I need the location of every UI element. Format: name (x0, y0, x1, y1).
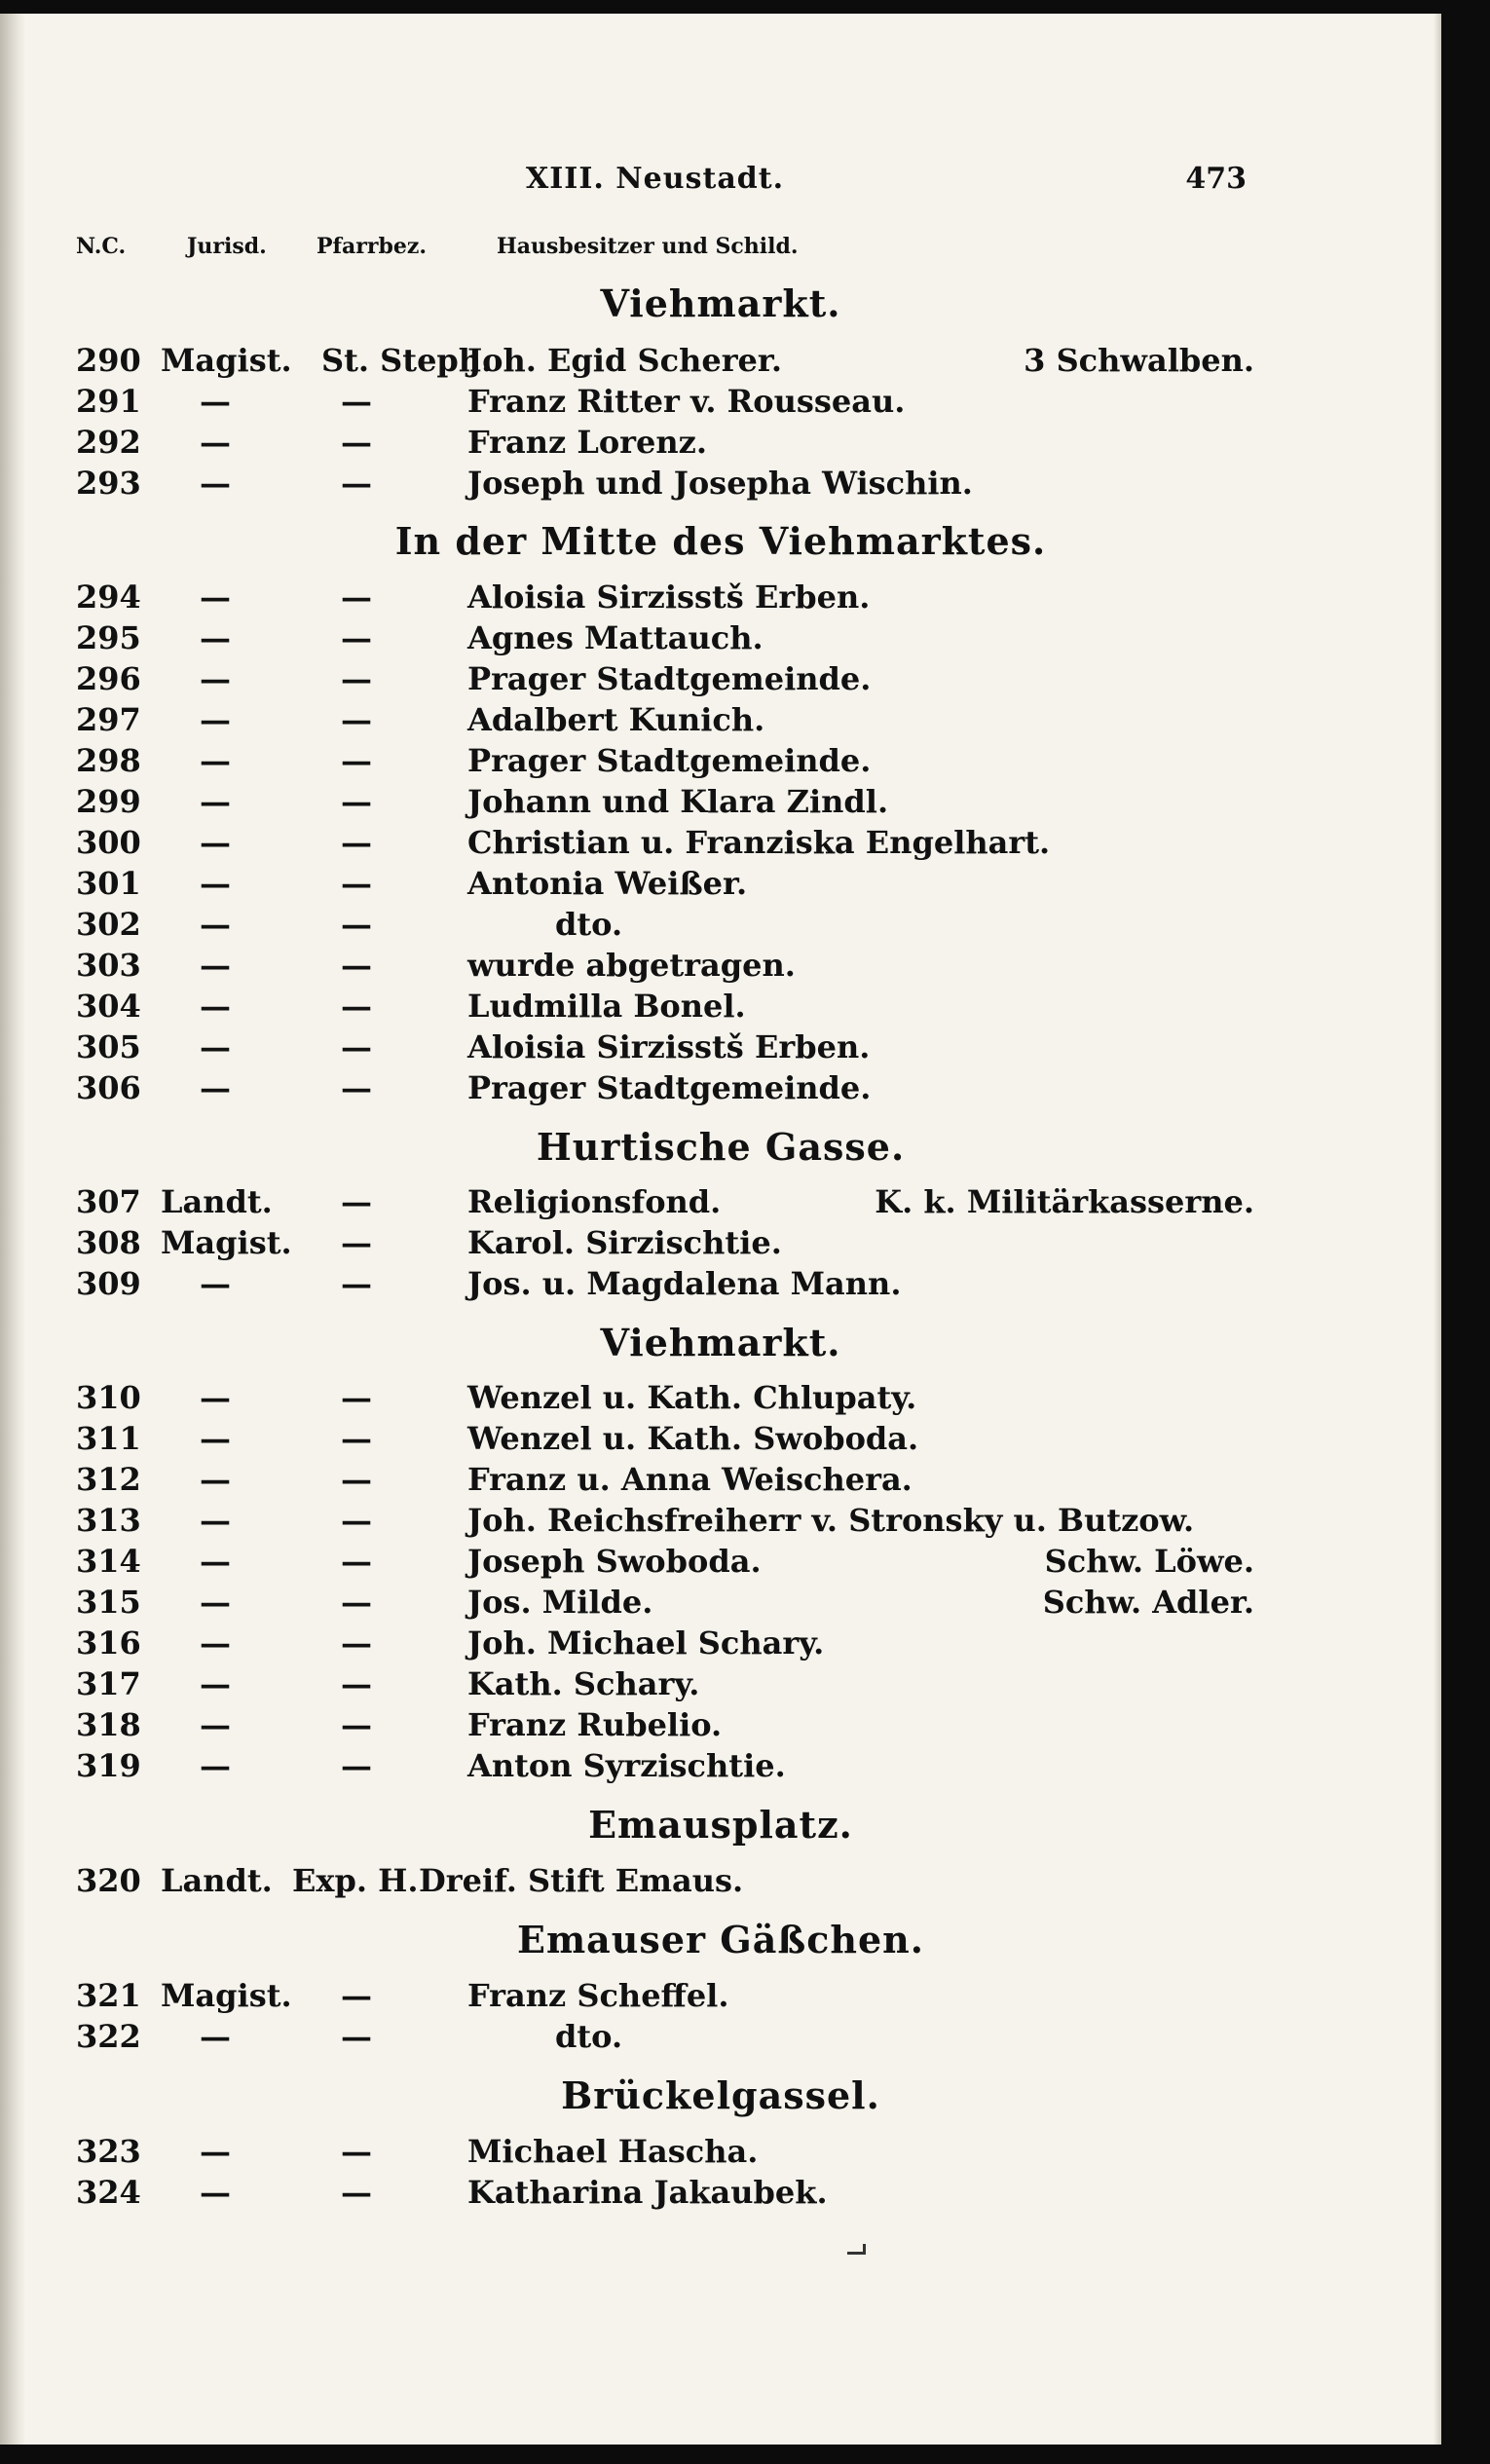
owner: Jos. Milde. (467, 1584, 653, 1621)
owner: Aloisia Sirzisstš Erben. (467, 1028, 871, 1065)
list-row (0, 1027, 1441, 1067)
owner: Franz Rubelio. (467, 1706, 723, 1743)
jurisdiction: — (200, 424, 231, 461)
parish: — (341, 988, 372, 1025)
list-row (0, 1459, 1441, 1500)
list-row (0, 340, 1441, 381)
house-number: 301 (76, 865, 141, 902)
parish: — (341, 2018, 372, 2055)
house-sign: K. k. Militärkasserne. (875, 1183, 1254, 1220)
street-heading: In der Mitte des Viehmarktes. (394, 519, 1047, 563)
house-number: 307 (76, 1183, 141, 1220)
parish: — (341, 1183, 372, 1220)
jurisdiction: — (200, 1379, 231, 1416)
list-row (0, 1067, 1441, 1108)
owner: dto. (555, 2018, 623, 2055)
owner: Katharina Jakaubek. (467, 2174, 828, 2211)
jurisdiction: — (200, 865, 231, 902)
house-number: 303 (76, 947, 141, 984)
owner: Anton Syrzischtie. (467, 1747, 786, 1784)
parish: — (341, 1028, 372, 1065)
street-heading: Emausplatz. (588, 1803, 853, 1847)
jurisdiction: — (200, 1706, 231, 1743)
jurisdiction: Magist. (161, 1977, 292, 2014)
owner: Antonia Weißer. (467, 865, 748, 902)
house-number: 317 (76, 1665, 141, 1702)
owner: Prager Stadtgemeinde. (467, 660, 872, 697)
parish: — (341, 742, 372, 779)
house-number: 299 (76, 783, 141, 820)
parish: — (341, 947, 372, 984)
list-row (0, 381, 1441, 422)
owner: Franz u. Anna Weischera. (467, 1461, 913, 1498)
owner: Jos. u. Magdalena Mann. (467, 1265, 902, 1302)
house-number: 319 (76, 1747, 141, 1784)
house-number: 324 (76, 2174, 141, 2211)
owner: Aloisia Sirzisstš Erben. (467, 579, 871, 616)
house-number: 300 (76, 824, 141, 861)
owner: Michael Hascha. (467, 2133, 759, 2170)
house-number: 304 (76, 988, 141, 1025)
jurisdiction: — (200, 1420, 231, 1457)
house-number: 293 (76, 465, 141, 502)
jurisdiction: Landt. (161, 1183, 273, 1220)
list-row (0, 658, 1441, 699)
list-row (0, 1377, 1441, 1418)
house-number: 321 (76, 1977, 141, 2014)
printer-mark (847, 2244, 866, 2255)
owner: Joh. Michael Schary. (467, 1624, 825, 1661)
house-number: 322 (76, 2018, 141, 2055)
jurisdiction: — (200, 383, 231, 420)
parish: St. Steph. (321, 342, 493, 379)
list-row (0, 2016, 1441, 2057)
house-number: 312 (76, 1461, 141, 1498)
list-row (0, 1745, 1441, 1786)
parish: — (341, 383, 372, 420)
street-heading: Viehmarkt. (600, 1321, 841, 1364)
page-number: 473 (1185, 162, 1247, 196)
house-number: 320 (76, 1862, 141, 1899)
jurisdiction: — (200, 742, 231, 779)
parish: — (341, 1420, 372, 1457)
house-number: 291 (76, 383, 141, 420)
parish: — (341, 1224, 372, 1261)
list-row (0, 1418, 1441, 1459)
parish: — (341, 1069, 372, 1106)
parish: — (341, 1747, 372, 1784)
jurisdiction: — (200, 2174, 231, 2211)
jurisdiction: — (200, 2133, 231, 2170)
jurisdiction: — (200, 783, 231, 820)
parish: — (341, 1543, 372, 1580)
parish: — (341, 906, 372, 943)
owner: Joseph Swoboda. (467, 1543, 762, 1580)
jurisdiction: — (200, 660, 231, 697)
house-number: 310 (76, 1379, 141, 1416)
list-row (0, 577, 1441, 617)
list-row (0, 1582, 1441, 1623)
list-row (0, 1860, 1441, 1901)
list-row (0, 945, 1441, 986)
house-number: 294 (76, 579, 141, 616)
parish: — (341, 1624, 372, 1661)
owner: Franz Ritter v. Rousseau. (467, 383, 906, 420)
owner: Religionsfond. (467, 1183, 722, 1220)
house-number: 308 (76, 1224, 141, 1261)
list-row (0, 463, 1441, 504)
owner: Christian u. Franziska Engelhart. (467, 824, 1051, 861)
jurisdiction: — (200, 1265, 231, 1302)
list-row (0, 699, 1441, 740)
book-page (0, 14, 1441, 2445)
jurisdiction: — (200, 1028, 231, 1065)
section-heading: XIII. Neustadt. (526, 162, 785, 196)
column-header-jurisdiction: Jurisd. (187, 234, 267, 259)
house-number: 318 (76, 1706, 141, 1743)
owner: Ludmilla Bonel. (467, 988, 746, 1025)
jurisdiction: — (200, 1502, 231, 1539)
list-row (0, 1263, 1441, 1304)
list-row (0, 1975, 1441, 2016)
house-number: 290 (76, 342, 141, 379)
jurisdiction: — (200, 906, 231, 943)
parish: — (341, 619, 372, 656)
owner: Joseph und Josepha Wischin. (467, 465, 973, 502)
parish: — (341, 1584, 372, 1621)
jurisdiction: Magist. (161, 342, 292, 379)
parish: — (341, 824, 372, 861)
list-row (0, 1222, 1441, 1263)
list-row (0, 781, 1441, 822)
running-head (0, 162, 1441, 206)
parish: — (341, 1461, 372, 1498)
list-row (0, 904, 1441, 945)
parish: — (341, 2174, 372, 2211)
jurisdiction: — (200, 1747, 231, 1784)
house-number: 302 (76, 906, 141, 943)
list-row (0, 617, 1441, 658)
list-row (0, 863, 1441, 904)
jurisdiction: — (200, 988, 231, 1025)
house-number: 296 (76, 660, 141, 697)
parish: — (341, 2133, 372, 2170)
list-row (0, 2131, 1441, 2172)
owner: Adalbert Kunich. (467, 701, 765, 738)
owner: Franz Lorenz. (467, 424, 707, 461)
house-number: 314 (76, 1543, 141, 1580)
parish: — (341, 783, 372, 820)
jurisdiction: Landt. (161, 1862, 273, 1899)
street-heading: Viehmarkt. (600, 281, 841, 325)
parish: — (341, 424, 372, 461)
house-number: 323 (76, 2133, 141, 2170)
owner: Johann und Klara Zindl. (467, 783, 889, 820)
column-header-nr: N.C. (76, 234, 127, 259)
house-number: 295 (76, 619, 141, 656)
parish: — (341, 1502, 372, 1539)
list-row (0, 1181, 1441, 1222)
jurisdiction: — (200, 1584, 231, 1621)
jurisdiction: — (200, 947, 231, 984)
list-row (0, 1623, 1441, 1663)
house-number: 316 (76, 1624, 141, 1661)
owner: Kath. Schary. (467, 1665, 700, 1702)
owner: Wenzel u. Kath. Swoboda. (467, 1420, 919, 1457)
house-number: 309 (76, 1265, 141, 1302)
owner: Franz Scheffel. (467, 1977, 729, 2014)
parish: — (341, 1706, 372, 1743)
house-number: 305 (76, 1028, 141, 1065)
owner: Wenzel u. Kath. Chlupaty. (467, 1379, 917, 1416)
jurisdiction: — (200, 1543, 231, 1580)
street-heading: Emauser Gäßchen. (517, 1918, 924, 1961)
owner: Prager Stadtgemeinde. (467, 1069, 872, 1106)
parish: Exp. H. (292, 1862, 419, 1899)
jurisdiction: — (200, 579, 231, 616)
parish: — (341, 701, 372, 738)
house-number: 315 (76, 1584, 141, 1621)
jurisdiction: — (200, 701, 231, 738)
owner: Joh. Reichsfreiherr v. Stronsky u. Butzow. (467, 1502, 1195, 1539)
parish: — (341, 1977, 372, 2014)
owner: Joh. Egid Scherer. (467, 342, 782, 379)
column-header-parish: Pfarrbez. (317, 234, 427, 259)
jurisdiction: — (200, 1665, 231, 1702)
list-row (0, 1704, 1441, 1745)
owner: Agnes Mattauch. (467, 619, 764, 656)
jurisdiction: — (200, 619, 231, 656)
house-number: 306 (76, 1069, 141, 1106)
list-row (0, 422, 1441, 463)
house-sign: Schw. Löwe. (1044, 1543, 1254, 1580)
owner: wurde abgetragen. (467, 947, 796, 984)
list-row (0, 822, 1441, 863)
parish: — (341, 1379, 372, 1416)
street-heading: Brückelgassel. (561, 2073, 880, 2117)
column-header-owner: Hausbesitzer und Schild. (497, 234, 799, 259)
list-row (0, 1500, 1441, 1541)
parish: — (341, 1265, 372, 1302)
jurisdiction: — (200, 1624, 231, 1661)
list-row (0, 1541, 1441, 1582)
list-row (0, 740, 1441, 781)
jurisdiction: — (200, 824, 231, 861)
column-headers (0, 234, 1441, 269)
street-heading: Hurtische Gasse. (536, 1125, 906, 1169)
jurisdiction: — (200, 465, 231, 502)
house-sign: Schw. Adler. (1042, 1584, 1254, 1621)
list-row (0, 1663, 1441, 1704)
house-number: 298 (76, 742, 141, 779)
list-row (0, 2172, 1441, 2213)
parish: — (341, 1665, 372, 1702)
owner: Karol. Sirzischtie. (467, 1224, 782, 1261)
owner: dto. (555, 906, 623, 943)
house-number: 311 (76, 1420, 141, 1457)
jurisdiction: — (200, 1069, 231, 1106)
parish: — (341, 865, 372, 902)
jurisdiction: — (200, 2018, 231, 2055)
parish: — (341, 465, 372, 502)
house-number: 292 (76, 424, 141, 461)
list-row (0, 986, 1441, 1027)
jurisdiction: — (200, 1461, 231, 1498)
parish: — (341, 660, 372, 697)
jurisdiction: Magist. (161, 1224, 292, 1261)
house-number: 313 (76, 1502, 141, 1539)
owner: Dreif. Stift Emaus. (419, 1862, 744, 1899)
house-number: 297 (76, 701, 141, 738)
house-sign: 3 Schwalben. (1024, 342, 1254, 379)
parish: — (341, 579, 372, 616)
owner: Prager Stadtgemeinde. (467, 742, 872, 779)
